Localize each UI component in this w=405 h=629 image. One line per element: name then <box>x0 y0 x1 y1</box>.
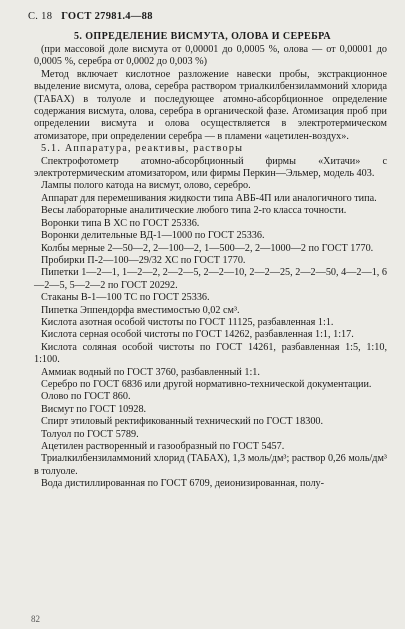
list-item: Олово по ГОСТ 860. <box>41 391 131 403</box>
list-item: Спектрофотометр атомно-абсорбционный фирмы «Хитачи» с электротермическим атомизатором, или фирмы Перкин—Эльмер, модель 403. <box>34 155 387 180</box>
list-item: Кислота соляная особой чистоты по ГОСТ 14261, разбавленная 1:5, 1:10, 1:100. <box>34 341 387 366</box>
method-paragraph: Метод включает кислотное разложение навески пробы, экстракционное выделение висмута, олова, серебра раствором триалкилбензиламмоний хлорида (ТАБАХ) в толуоле и последующее атомно-абсорбционное определение содержания висмута, олова, серебра в органической фазе. Атомизация проб при определении висмута и олова осуществляется в электротермическом атомизаторе, при определении серебра — в пламени «ацетилен-воздух». <box>34 68 387 142</box>
list-item: Пипетки 1—2—1, 1—2—2, 2—2—5, 2—2—10, 2—2—25, 2—2—50, 4—2—1, 6—2—5, 5—2—2 по ГОСТ 20292. <box>34 267 387 291</box>
list-item: Весы лабораторные аналитические любого типа 2-го класса точности. <box>41 205 347 217</box>
page-label: С. 18 <box>28 11 53 22</box>
list-item: Толуол по ГОСТ 5789. <box>41 428 139 440</box>
apparatus-heading: 5.1. Аппаратура, реактивы, растворы <box>41 143 244 155</box>
intro-paragraph: (при массовой доле висмута от 0,00001 до 0,0005 %, олова — от 0,00001 до 0,0005 %, серебра от 0,0002 до 0,003 %) <box>34 44 387 68</box>
list-item: Аппарат для перемешивания жидкости типа АВБ-4П или аналогичного типа. <box>41 192 377 204</box>
list-item: Пробирки П-2—100—29/32 ХС по ГОСТ 1770. <box>41 254 246 266</box>
list-item: Серебро по ГОСТ 6836 или другой нормативно-технической документации. <box>41 378 372 390</box>
section-title: 5. ОПРЕДЕЛЕНИЕ ВИСМУТА, ОЛОВА И СЕРЕБРА <box>74 31 331 42</box>
document-body <box>34 44 387 491</box>
standard-code: ГОСТ 27981.4—88 <box>61 11 153 22</box>
page-footer: 82 <box>31 614 40 624</box>
list-item: Триалкилбензиламмоний хлорид (ТАБАХ), 1,3 моль/дм³; раствор 0,26 моль/дм³ в толуоле. <box>34 453 387 477</box>
list-item: Стаканы В-1—100 ТС по ГОСТ 25336. <box>41 292 210 304</box>
list-item: Лампы полого катода на висмут, олово, серебро. <box>41 180 251 192</box>
list-item: Ацетилен растворенный и газообразный по ГОСТ 5457. <box>41 441 285 452</box>
list-item: Колбы мерные 2—50—2, 2—100—2, 1—500—2, 2—1000—2 по ГОСТ 1770. <box>41 242 374 254</box>
list-item: Вода дистиллированная по ГОСТ 6709, деионизированная, полу- <box>41 478 325 490</box>
list-item: Пипетка Эппендорфа вместимостью 0,02 см³. <box>41 304 240 316</box>
list-item: Воронки типа В ХС по ГОСТ 25336. <box>41 217 200 229</box>
list-item: Кислота серная особой чистоты по ГОСТ 14262, разбавленная 1:1, 1:17. <box>41 329 354 341</box>
list-item: Спирт этиловый ректификованный технический по ГОСТ 18300. <box>41 416 324 428</box>
list-item: Висмут по ГОСТ 10928. <box>41 403 147 415</box>
list-item: Кислота азотная особой чистоты по ГОСТ 11125, разбавленная 1:1. <box>41 316 334 328</box>
list-item: Аммиак водный по ГОСТ 3760, разбавленный 1:1. <box>41 366 260 378</box>
page-header <box>28 11 153 22</box>
list-item: Воронки делительные ВД-1—1000 по ГОСТ 25336. <box>41 230 265 242</box>
